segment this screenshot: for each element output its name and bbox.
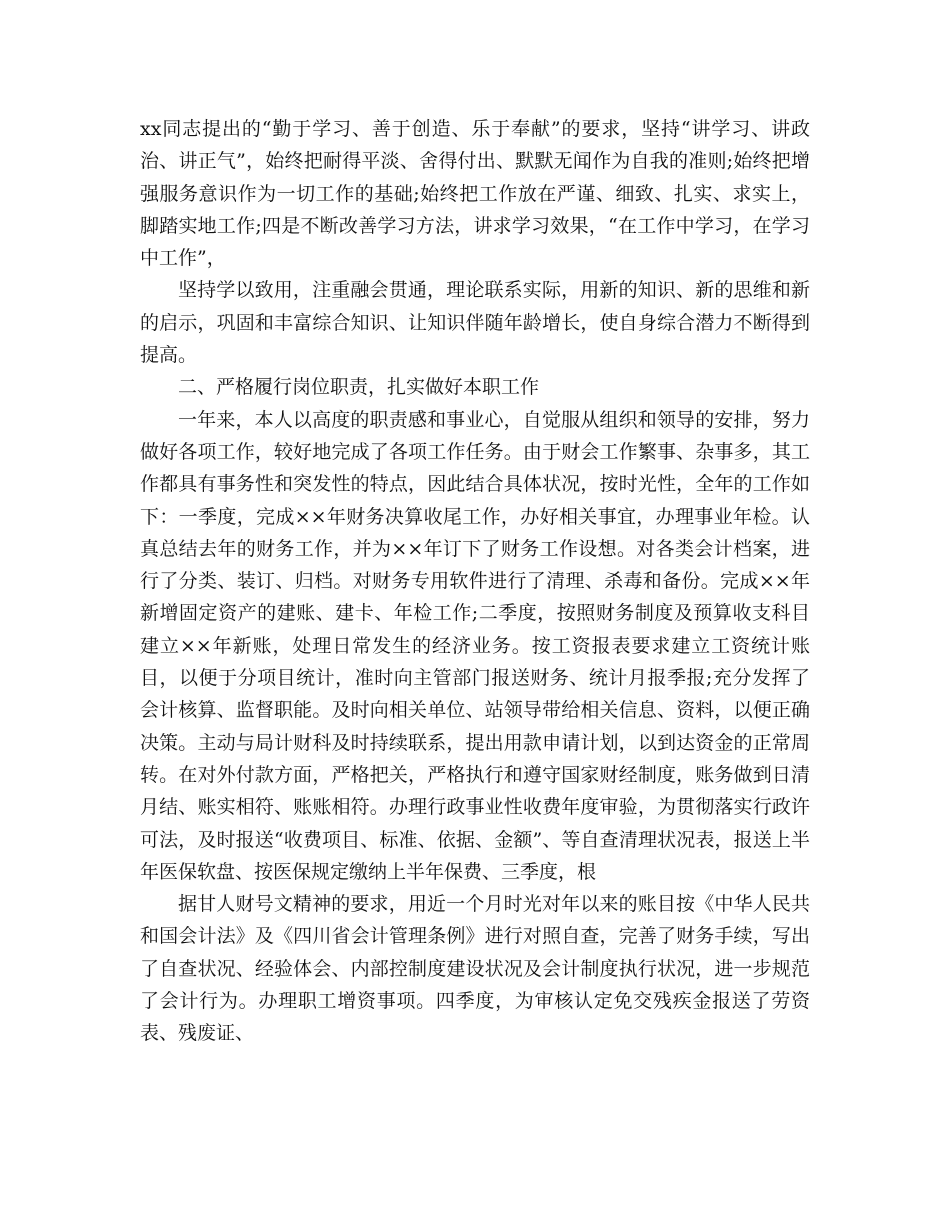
paragraph-4: 据甘人财号文精神的要求，用近一个月时光对年以来的账目按《中华人民共和国会计法》及《四川省会计管理条例》进行对照自查，完善了财务手续，写出了自查状况、经验体会、内部控制度建设状况及会计制度执行状况，进一步规范了会计行为。办理职工增资事项。四季度，为审核认定免交残疾金报送了劳资表、残废证、 — [140, 893, 810, 1045]
paragraph-1: xx同志提出的“勤于学习、善于创造、乐于奉献”的要求，坚持“讲学习、讲政治、讲正气”，始终把耐得平淡、舍得付出、默默无闻作为自我的准则;始终把增强服务意识作为一切工作的基础;始终把工作放在严谨、细致、扎实、求实上，脚踏实地工作;四是不断改善学习方法，讲求学习效果，“在工作中学习，在学习中工作”， — [140, 118, 810, 270]
paragraph-2: 坚持学以致用，注重融会贯通，理论联系实际，用新的知识、新的思维和新的启示，巩固和丰富综合知识、让知识伴随年龄增长，使自身综合潜力不断得到提高。 — [140, 279, 810, 367]
paragraph-3: 一年来，本人以高度的职责感和事业心，自觉服从组织和领导的安排，努力做好各项工作，较好地完成了各项工作任务。由于财会工作繁事、杂事多，其工作都具有事务性和突发性的特点，因此结合具体状况，按时光性，全年的工作如下：一季度，完成××年财务决算收尾工作，办好相关事宜，办理事业年检。认真总结去年的财务工作，并为××年订下了财务工作设想。对各类会计档案，进行了分类、装订、归档。对财务专用软件进行了清理、杀毒和备份。完成××年新增固定资产的建账、建卡、年检工作;二季度，按照财务制度及预算收支科目建立××年新账，处理日常发生的经济业务。按工资报表要求建立工资统计账目，以便于分项目统计，准时向主管部门报送财务、统计月报季报;充分发挥了会计核算、监督职能。及时向相关单位、站领导带给相关信息、资料，以便正确决策。主动与局计财科及时持续联系，提出用款申请计划，以到达资金的正常周转。在对外付款方面，严格把关，严格执行和遵守国家财经制度，账务做到日清月结、账实相符、账账相符。办理行政事业性收费年度审验，为贯彻落实行政许可法，及时报送“收费项目、标准、依据、金额”、等自查清理状况表，报送上半年医保软盘、按医保规定缴纳上半年保费、三季度，根 — [140, 408, 810, 883]
document-body — [140, 113, 810, 1050]
section-heading: 二、严格履行岗位职责，扎实做好本职工作 — [178, 376, 540, 399]
